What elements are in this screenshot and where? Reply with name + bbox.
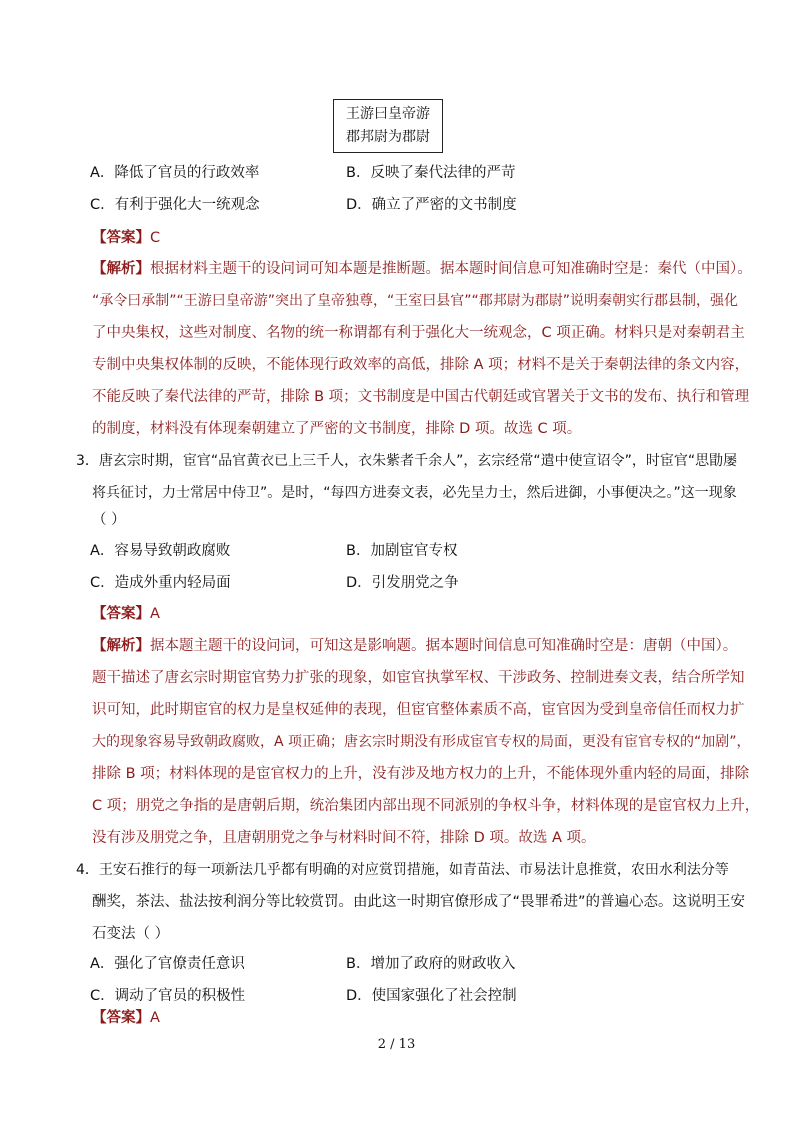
q2-analysis-line: 不能反映了秦代法律的严苛，排除 B 项；文书制度是中国古代朝廷或官署关于文书的发布、执行和管理 [92, 389, 750, 405]
q2-analysis-line: 的制度，材料没有体现秦朝建立了严密的文书制度，排除 D 项。故选 C 项。 [92, 421, 582, 437]
analysis-tag: 【解析】 [92, 261, 150, 277]
q3-analysis-line: 题干描述了唐玄宗时期宦官势力扩张的现象，如宦官执掌军权、干涉政务、控制进奏文表，结合所学知 [92, 670, 745, 686]
q3-analysis-line: C 项；朋党之争指的是唐朝后期，统治集团内部出现不同派别的争权斗争，材料体现的是宦官权力上升， [92, 798, 760, 814]
q4-stem-line: 4．王安石推行的每一项新法几乎都有明确的对应赏罚措施，如青苗法、市易法计息推赏，农田水利法分等 [76, 862, 729, 878]
q3-option-d: D．引发朋党之争 [346, 575, 459, 591]
q3-stem-line: 3．唐玄宗时期，宦官“品官黄衣已上三千人，衣朱紫者千余人”，玄宗经常“遣中使宣诏令”，时宦官“思勖屡 [76, 453, 738, 469]
q3-option-a: A．容易导致朝政腐败 [90, 543, 231, 559]
q4-option-d: D．使国家强化了社会控制 [346, 988, 517, 1004]
q2-analysis-line: 了中央集权，这些对制度、名物的统一称谓都有利于强化大一统观念，C 项正确。材料只是对秦朝君主 [92, 325, 745, 341]
q4-option-c: C．调动了官员的积极性 [90, 988, 246, 1004]
q2-option-c: C．有利于强化大一统观念 [90, 197, 260, 213]
answer-value: A [150, 606, 160, 622]
analysis-tag: 【解析】 [92, 638, 150, 654]
source-quote-line: 郡邦尉为郡尉 [346, 129, 430, 145]
q4-stem-line: 酬奖，茶法、盐法按利润分等比较赏罚。由此这一时期官僚形成了“畏罪希进”的普遍心态。这说明王安 [92, 894, 746, 910]
page-number: 2 / 13 [377, 1037, 416, 1052]
answer-tag: 【答案】 [92, 606, 150, 622]
q3-analysis-line: 识可知，此时期宦官的权力是皇权延伸的表现，但宦官整体素质不高，宦官因为受到皇帝信任而权力扩 [92, 702, 745, 718]
q3-analysis-line: 没有涉及朋党之争，且唐朝朋党之争与材料时间不符，排除 D 项。故选 A 项。 [92, 830, 596, 846]
q3-analysis-line: 排除 B 项；材料体现的是宦官权力的上升，没有涉及地方权力的上升，不能体现外重内轻的局面，排除 [92, 766, 750, 782]
source-quote-box [333, 99, 443, 153]
q2-analysis-line: 专制中央集权体制的反映，不能体现行政效率的高低，排除 A 项；材料不是关于秦朝法律的条文内容， [92, 357, 750, 373]
answer-tag: 【答案】 [92, 230, 150, 246]
q3-analysis-line: 大的现象容易导致朝政腐败，A 项正确；唐玄宗时期没有形成宦官专权的局面，更没有宦官专权的“加剧”， [92, 734, 751, 750]
answer-value: C [150, 230, 161, 246]
answer-value: A [150, 1010, 160, 1026]
q4-answer [92, 1008, 160, 1028]
q3-option-b: B．加剧宦官专权 [346, 543, 458, 559]
q2-option-a: A．降低了官员的行政效率 [90, 165, 260, 181]
q2-answer [92, 228, 160, 248]
q2-analysis-line: 【解析】根据材料主题干的设问词可知本题是推断题。据本题时间信息可知准确时空是：秦代（中国）。 [92, 261, 752, 277]
q2-option-d: D．确立了严密的文书制度 [346, 197, 517, 213]
q2-analysis-line: “承令曰承制”“王游曰皇帝游”突出了皇帝独尊，“王室曰县官”“郡邦尉为郡尉”说明秦朝实行郡县制，强化 [92, 293, 739, 309]
q3-answer [92, 604, 160, 624]
source-quote-line: 王游曰皇帝游 [346, 106, 430, 122]
q3-option-c: C．造成外重内轻局面 [90, 575, 231, 591]
q3-analysis-line: 【解析】据本题主题干的设问词，可知这是影响题。据本题时间信息可知准确时空是：唐朝（中国）。 [92, 638, 738, 654]
q2-option-b: B．反映了秦代法律的严苛 [346, 165, 516, 181]
q4-stem-line: 石变法（ ） [92, 926, 170, 942]
q4-option-a: A．强化了官僚责任意识 [90, 956, 245, 972]
q3-stem-line: （ ） [92, 512, 126, 528]
q3-stem-line: 将兵征讨，力士常居中侍卫”。是时，“每四方进奏文表，必先呈力士，然后进御，小事便决之。”这一现象 [92, 485, 737, 501]
q4-option-b: B．增加了政府的财政收入 [346, 956, 516, 972]
answer-tag: 【答案】 [92, 1010, 150, 1026]
